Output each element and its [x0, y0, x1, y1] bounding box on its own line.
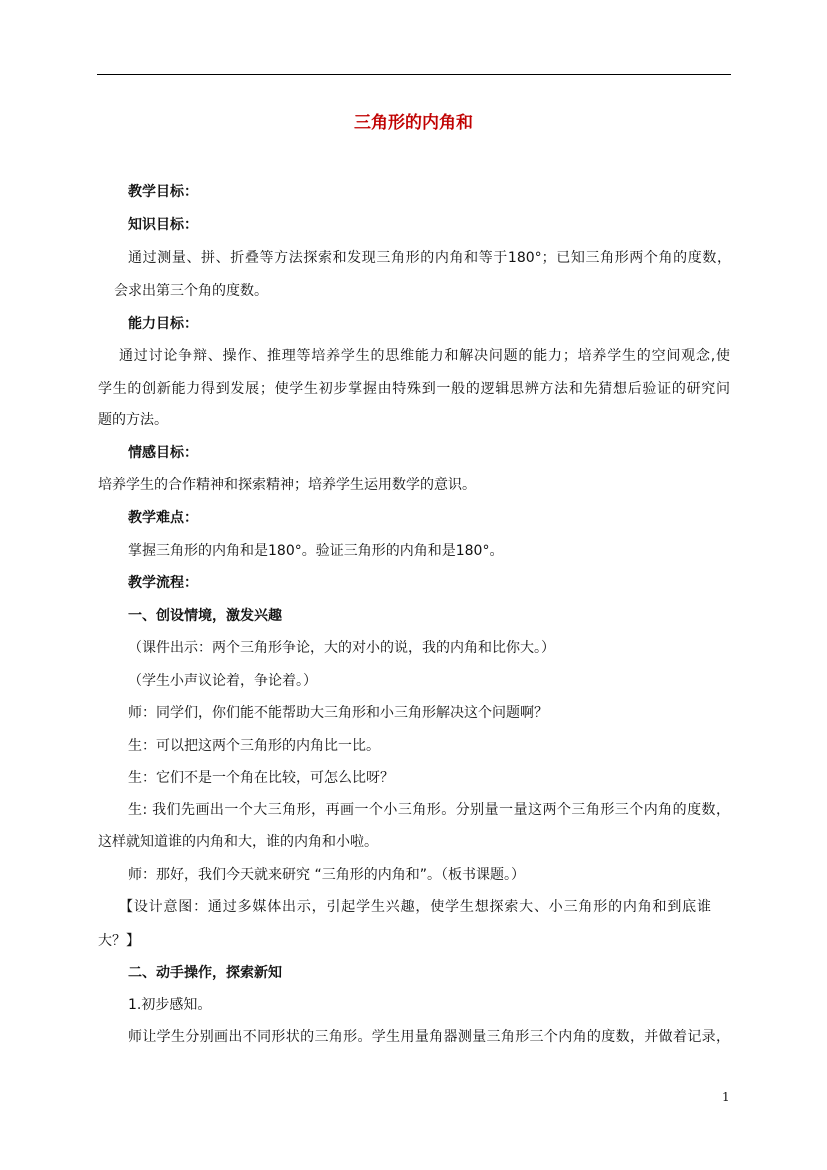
design-intent-note: 【设计意图：通过多媒体出示，引起学生兴趣，使学生想探索大、小三角形的内角和到底谁	[119, 899, 711, 915]
paragraph-line: （课件出示：两个三角形争论，大的对小的说，我的内角和比你大。）	[128, 640, 555, 656]
paragraph-line: 掌握三角形的内角和是180°。验证三角形的内角和是180°。	[128, 543, 504, 559]
paragraph-line: 通过讨论争辩、操作、推理等培养学生的思维能力和解决问题的能力；培养学生的空间观念,使	[119, 348, 730, 364]
paragraph-line: 生: 我们先画出一个大三角形，再画一个小三角形。分别量一量这两个三角形三个内角的度数，	[128, 802, 730, 818]
heading-emotional-objectives: 情感目标：	[128, 445, 198, 461]
section-heading-2: 二、动手操作，探索新知	[128, 965, 282, 981]
heading-teaching-process: 教学流程：	[128, 575, 198, 591]
page-number: 1	[722, 1090, 730, 1104]
design-intent-note-end: 大？】	[98, 933, 140, 949]
paragraph-line: 题的方法。	[98, 412, 168, 428]
paragraph-line: 师：那好，我们今天就来研究 “三角形的内角和”。（板书课题。）	[128, 867, 525, 883]
paragraph-line: 1.初步感知。	[128, 997, 212, 1013]
heading-teaching-objectives: 教学目标：	[128, 184, 198, 200]
header-rule	[97, 74, 731, 75]
paragraph-line: 通过测量、拼、折叠等方法探索和发现三角形的内角和等于180°；已知三角形两个角的度数，	[128, 250, 731, 266]
heading-ability-objectives: 能力目标：	[128, 316, 198, 332]
paragraph-line: 师：同学们，你们能不能帮助大三角形和小三角形解决这个问题啊？	[128, 705, 548, 721]
paragraph-line: 师让学生分别画出不同形状的三角形。学生用量角器测量三角形三个内角的度数，并做着记录，	[128, 1029, 730, 1045]
paragraph-line: 培养学生的合作精神和探索精神；培养学生运用数学的意识。	[98, 477, 476, 493]
section-heading-1: 一、创设情境，激发兴趣	[128, 608, 282, 624]
heading-teaching-difficulty: 教学难点：	[128, 510, 198, 526]
paragraph-line: 生：可以把这两个三角形的内角比一比。	[128, 738, 380, 754]
paragraph-line: 这样就知道谁的内角和大，谁的内角和小啦。	[98, 834, 378, 850]
document-title: 三角形的内角和	[354, 113, 473, 133]
paragraph-line: 生：它们不是一个角在比较，可怎么比呀？	[128, 770, 394, 786]
paragraph-line: （学生小声议论着，争论着。）	[128, 673, 317, 689]
heading-knowledge-objectives: 知识目标：	[128, 217, 198, 233]
paragraph-line: 会求出第三个角的度数。	[114, 283, 268, 299]
paragraph-line: 学生的创新能力得到发展；使学生初步掌握由特殊到一般的逻辑思辨方法和先猜想后验证的研究问	[98, 381, 730, 397]
